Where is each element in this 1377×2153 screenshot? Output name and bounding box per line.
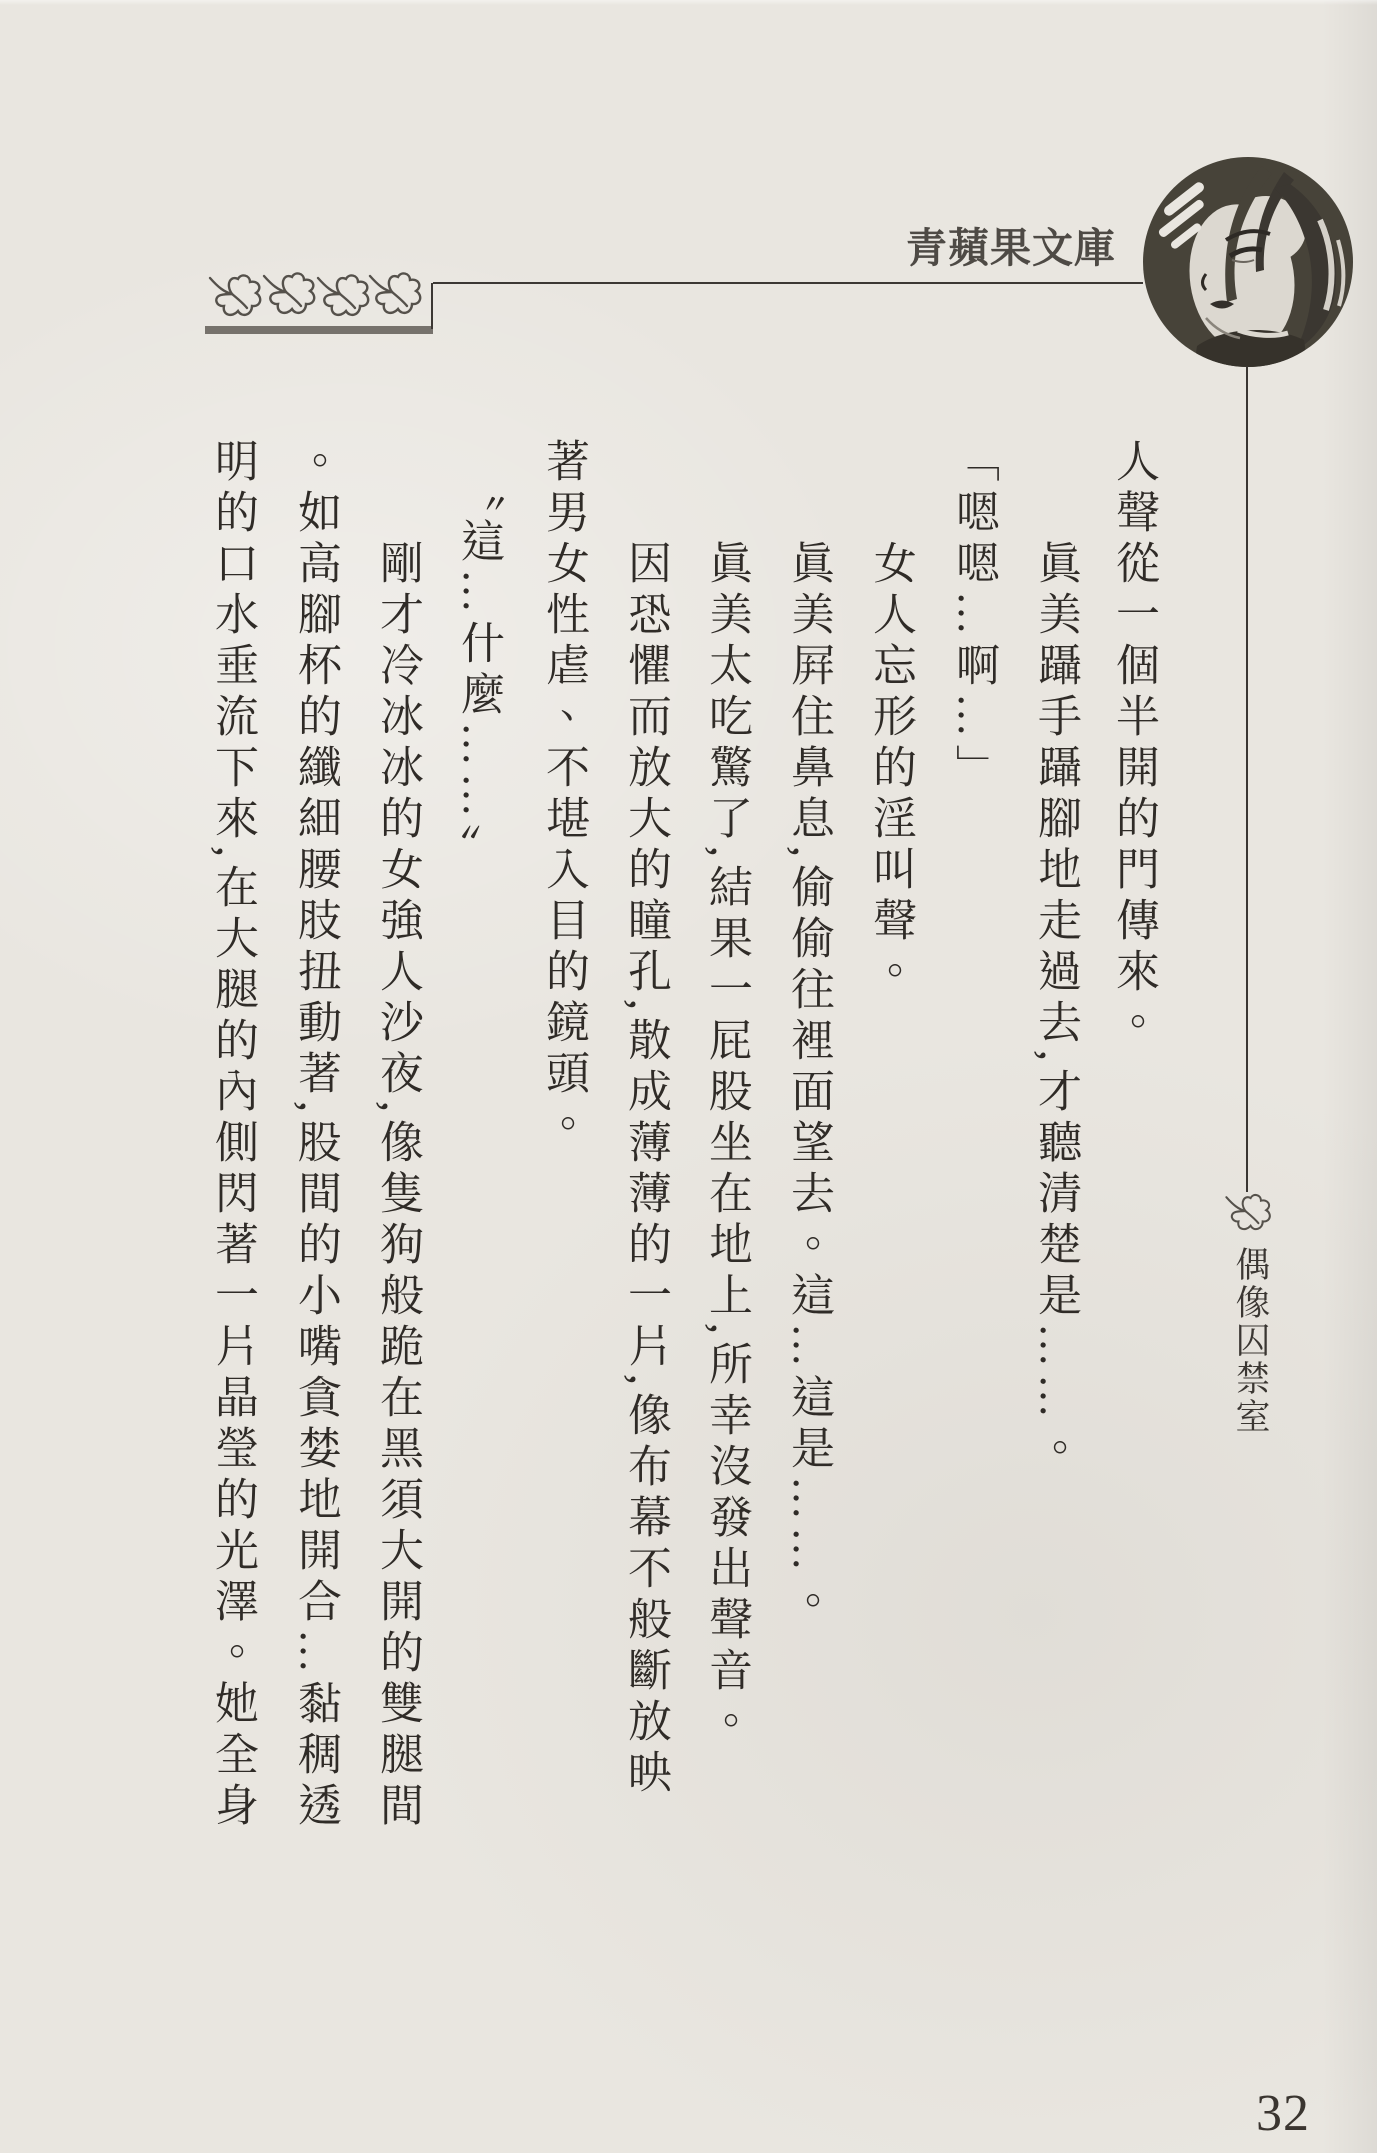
text-column-8: 著男女性虐、不堪入目的鏡頭。 xyxy=(539,438,588,1152)
text-column-9: 〝這…什麼……〞 xyxy=(454,438,503,875)
chapter-vertical-rule xyxy=(1246,366,1248,1192)
portrait-icon xyxy=(1142,156,1354,368)
leaf-icon xyxy=(1222,1192,1274,1237)
text-column-7: 因恐懼而放大的瞳孔,散成薄薄的一片,像布幕不般斷放映 xyxy=(621,438,670,1800)
portrait-illustration xyxy=(1142,156,1354,368)
text-column-12: 明的口水垂流下來,在大腿的內側閃著一片晶瑩的光澤。她全身 xyxy=(208,438,257,1833)
leaf-icon xyxy=(205,272,427,324)
divider-step-line xyxy=(431,283,433,329)
page-number: 32 xyxy=(1256,2085,1310,2142)
text-column-3: 「嗯嗯…啊…」 xyxy=(949,438,998,795)
divider-thin-rule xyxy=(433,282,1143,284)
text-column-10: 剛才冷冰冰的女強人沙夜,像隻狗般跪在黑須大開的雙腿間 xyxy=(373,438,422,1833)
text-column-4: 女人忘形的淫叫聲。 xyxy=(866,438,915,999)
divider-thick-bar xyxy=(205,326,433,334)
chapter-leaf-icon xyxy=(1222,1192,1274,1237)
leaf-ornament-row xyxy=(205,272,427,324)
text-column-1: 人聲從一個半開的門傳來。 xyxy=(1109,438,1158,1050)
text-column-6: 眞美太吃驚了,結果一屁股坐在地上,所幸沒發出聲音。 xyxy=(702,438,751,1749)
series-title: 青蘋果文庫 xyxy=(906,225,1116,271)
text-column-11: 。如高腳杯的纖細腰肢扭動著,股間的小嘴貪婪地開合…黏稠透 xyxy=(291,438,340,1833)
text-column-5: 眞美屛住鼻息,偷偷往裡面望去。這…這是……。 xyxy=(784,438,833,1629)
chapter-label: 偶像囚禁室 xyxy=(1231,1246,1270,1436)
text-column-2: 眞美躡手躡腳地走過去,才聽清楚是……。 xyxy=(1031,438,1080,1476)
